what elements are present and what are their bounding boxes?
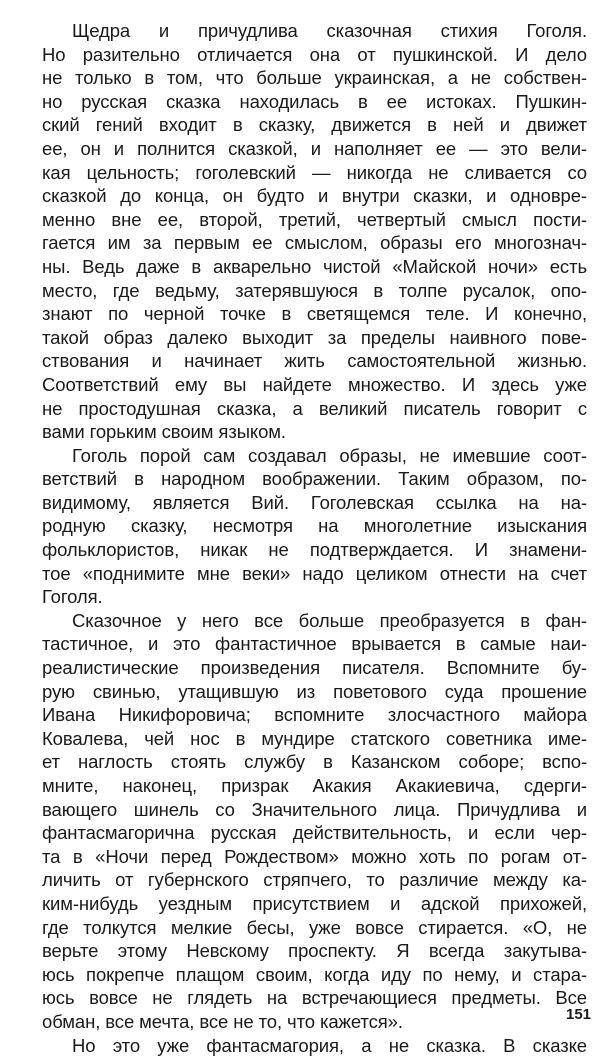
paragraph	[42, 19, 587, 444]
text-line: ветствий в народном воображении. Таким образом, по-	[42, 468, 587, 490]
paragraph	[42, 444, 587, 609]
text-line: ет наглость стоять службу в Казанском соборе; вспо-	[42, 751, 587, 773]
text-line: реалистические произведения писателя. Вспомните бу-	[42, 657, 587, 679]
text-line: но русская сказка находилась в ее истоках. Пушкин-	[42, 90, 587, 112]
text-line: ствования и начинает жить самостоятельной жизнью.	[42, 350, 587, 372]
text-line: Сказочное у него все больше преобразуется в фан-	[72, 609, 587, 631]
text-line: обман, все мечта, все не то, что кажется».	[42, 1010, 403, 1032]
paragraph	[42, 609, 587, 1034]
text-line: Гоголь порой сам создавал образы, не имевшие соот-	[72, 444, 587, 466]
text-line: Ковалева, чей нос в мундире статского советника име-	[42, 727, 587, 749]
text-line: не простодушная сказка, а великий писатель говорит с	[42, 397, 587, 419]
text-line: фольклористов, никак не подтверждается. И знамени-	[42, 539, 587, 561]
text-line: менно вне ее, второй, третий, четвертый смысл пости-	[42, 208, 587, 230]
text-line: ким-нибудь уездным присутствием и адской прихожей,	[42, 892, 587, 914]
text-line: Ивана Никифоровича; вспомните злосчастного майора	[42, 704, 587, 726]
body-text	[42, 19, 587, 1057]
text-line: вами горьким своим языком.	[42, 421, 286, 443]
text-line: Соответствий ему вы найдете множество. И здесь уже	[42, 373, 587, 395]
text-line: родную сказку, несмотря на многолетние изыскания	[42, 515, 587, 537]
text-line: Но разительно отличается она от пушкинской. И дело	[42, 43, 587, 65]
text-line: видимому, является Вий. Гоголевская ссылка на на-	[42, 491, 587, 513]
text-line: мните, наконец, призрак Акакия Акакиевича, сдерги-	[42, 775, 587, 796]
text-line: гается им за первым ее смыслом, образы его многознач-	[42, 232, 587, 254]
text-line: знают по черной точке в светящемся теле. И конечно,	[42, 303, 587, 325]
text-line: место, где ведьму, затерявшуюся в толпе русалок, опо-	[42, 279, 587, 301]
text-line: ее, он и полнится сказкой, и наполняет ее — это вели-	[42, 137, 587, 159]
text-line: такой образ далеко выходит за пределы наивного пове-	[42, 326, 587, 348]
text-line: Щедра и причудлива сказочная стихия Гоголя.	[72, 20, 587, 41]
text-line: не только в том, что больше украинская, а не собствен-	[42, 67, 587, 89]
text-line: рую свинью, утащившую из поветового суда прошение	[42, 680, 587, 702]
text-line: тастичное, и это фантастичное врывается в самые наи-	[42, 633, 587, 655]
text-line: та в «Ночи перед Рождеством» можно хоть по рогам от-	[42, 845, 587, 867]
text-line: где толкутся мелкие бесы, уже вовсе стирается. «О, не	[42, 916, 587, 938]
text-line: верьте этому Невскому проспекту. Я всегда закутыва-	[42, 940, 587, 962]
text-line: личить от губернского стряпчего, то различие между ка-	[42, 869, 587, 891]
text-line: вающего шинель со Значительного лица. Причудлива и	[42, 798, 587, 820]
page-number: 151	[566, 1006, 592, 1023]
text-line: юсь вовсе не глядеть на встречающиеся предметы. Все	[42, 987, 587, 1009]
paragraph	[42, 1034, 587, 1057]
text-line: ны. Ведь даже в акварельно чистой «Майской ночи» есть	[42, 255, 587, 277]
text-line: ский гений входит в сказку, движется в ней и движет	[42, 114, 587, 136]
text-line: сказкой до конца, он будто и внутри сказки, и одновре-	[42, 185, 587, 207]
text-line: Но это уже фантасмагория, а не сказка. В сказке	[72, 1034, 587, 1056]
text-line: юсь покрепче плащом своим, когда иду по нему, и стара-	[42, 963, 587, 985]
text-line: кая цельность; гоголевский — никогда не сливается со	[42, 161, 587, 183]
text-line: тое «поднимите мне веки» надо целиком отнести на счет	[42, 562, 587, 584]
text-line: фантасмагорична русская действительность, и если чер-	[42, 822, 587, 844]
text-line: Гоголя.	[42, 586, 103, 608]
